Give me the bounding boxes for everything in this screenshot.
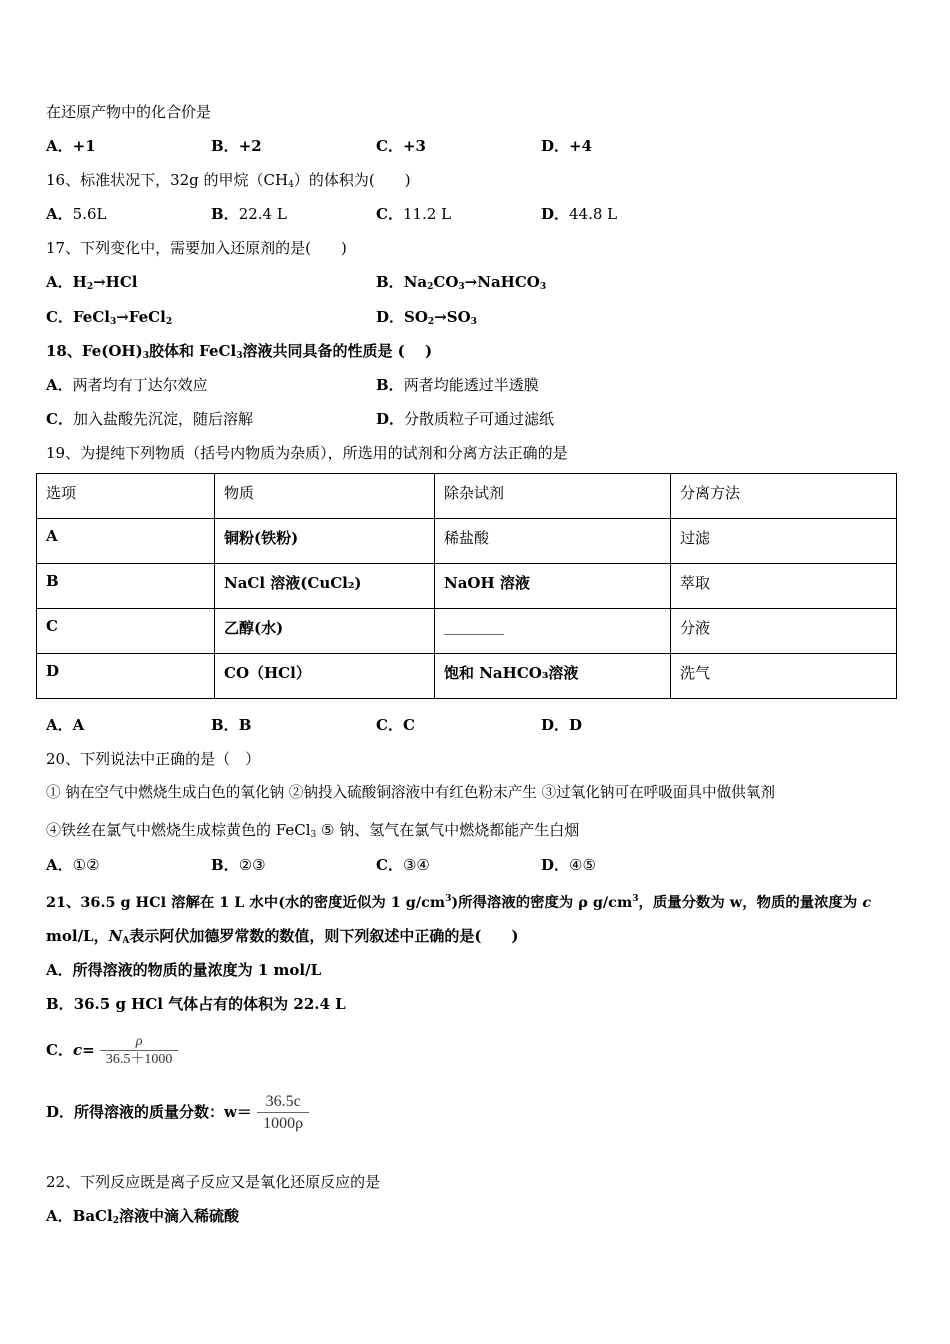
table-cell: B <box>37 564 215 609</box>
q15-option-c: C．+3 <box>376 137 426 155</box>
table-header-cell: 物质 <box>215 474 435 519</box>
table-row <box>37 609 897 654</box>
q19-option-a: A．A <box>46 716 85 734</box>
table-row <box>37 564 897 609</box>
q20-option-c: C．③④ <box>376 856 430 874</box>
q20-statements-line2: ④铁丝在氯气中燃烧生成棕黄色的 FeCl$_3$ ⑤ 钠、氢气在氯气中燃烧都能产生白烟 <box>46 821 580 840</box>
q15-option-d: D．+4 <box>541 137 593 155</box>
q15-option-a: A．+1 <box>46 137 96 155</box>
table-header-cell: 选项 <box>37 474 215 519</box>
q21-c-fraction: $\frac{\rho}{36.5+1000}$ <box>100 1034 179 1069</box>
table-header-cell: 分离方法 <box>671 474 897 519</box>
table-cell: D <box>37 654 215 699</box>
q21-d-fraction: $\frac{36.5c}{1000\rho}$ <box>257 1092 309 1135</box>
table-row <box>37 654 897 699</box>
q15-option-b: B．+2 <box>211 137 262 155</box>
table-cell: 铜粉(铁粉) <box>215 519 435 564</box>
table-cell: 洗气 <box>671 654 897 699</box>
q21-stem-line1: 21、36.5 g HCl 溶解在 1 L 水中(水的密度近似为 1 $g/cm^3$)所得溶液的密度为 ρ $g/cm^3$，质量分数为 w，物质的量浓度为 c <box>46 894 872 911</box>
q22-option-a: A．BaCl$_2$溶液中滴入稀硫酸 <box>46 1207 239 1226</box>
q16-option-b: B．22.4 L <box>211 205 287 223</box>
q20-option-a: A．①② <box>46 856 100 874</box>
q21-option-c: C．c= $\frac{\rho}{36.5+1000}$ <box>46 1030 178 1070</box>
table-cell: CO（HCl） <box>215 654 435 699</box>
table-row <box>37 519 897 564</box>
q20-option-d: D．④⑤ <box>541 856 596 874</box>
table-cell: NaOH 溶液 <box>435 564 671 609</box>
q21-option-a: A．所得溶液的物质的量浓度为 1 mol/L <box>46 961 322 979</box>
q18-option-a: A．两者均有丁达尔效应 <box>46 376 208 394</box>
table-header-row <box>37 474 897 519</box>
q16-option-a: A．5.6L <box>46 205 107 223</box>
q20-statements-line1: ① 钠在空气中燃烧生成白色的氧化钠 ②钠投入硫酸铜溶液中有红色粉末产生 ③过氧化钠可在呼吸面具中做供氧剂 <box>46 784 776 801</box>
q15-stem-tail: 在还原产物中的化合价是 <box>46 103 212 121</box>
table-cell: 稀盐酸 <box>435 519 671 564</box>
q19-option-b: B．B <box>211 716 252 734</box>
q22-stem: 22、下列反应既是离子反应又是氧化还原反应的是 <box>46 1173 381 1191</box>
q16-option-d: D．44.8 L <box>541 205 618 223</box>
table-cell: 分液 <box>671 609 897 654</box>
q18-option-c: C．加入盐酸先沉淀，随后溶解 <box>46 410 253 428</box>
q17-option-c: C．FeCl$_3$→FeCl$_2$ <box>46 308 173 327</box>
q18-option-b: B．两者均能透过半透膜 <box>376 376 539 394</box>
q17-option-a: A．$H_2\to HCl$ <box>46 273 138 292</box>
q19-table <box>36 473 897 699</box>
q18-stem: 18、$Fe(OH)_3$胶体和 FeCl$_3$溶液共同具备的性质是 ( ) <box>46 342 433 361</box>
table-cell: 乙醇(水) <box>215 609 435 654</box>
q19-stem: 19、为提纯下列物质（括号内物质为杂质），所选用的试剂和分离方法正确的是 <box>46 444 568 462</box>
q21-option-b: B．36.5 g HCl 气体占有的体积为 22.4 L <box>46 995 346 1013</box>
table-cell: NaCl 溶液(CuCl₂) <box>215 564 435 609</box>
table-cell: 萃取 <box>671 564 897 609</box>
table-cell: 饱和 NaHCO₃溶液 <box>435 654 671 699</box>
q21-option-d: D．所得溶液的质量分数：w＝ $\frac{36.5c}{1000\rho}$ <box>46 1088 309 1136</box>
table-cell: C <box>37 609 215 654</box>
q16-stem: 16、标准状况下，32g 的甲烷$(CH_4)$的体积为( ) <box>46 171 411 190</box>
table-cell: A <box>37 519 215 564</box>
q20-stem: 20、下列说法中正确的是（ ） <box>46 750 261 768</box>
q17-option-d: D．$SO_2\to SO_3$ <box>376 308 477 327</box>
table-cell: ________ <box>435 609 671 654</box>
q17-option-b: B．$Na_2CO_3\to NaHCO_3$ <box>376 273 547 292</box>
q19-option-d: D．D <box>541 716 583 734</box>
q21-stem-line2: mol/L，$N_A$表示阿伏加德罗常数的数值，则下列叙述中正确的是( ) <box>46 927 519 946</box>
table-header-cell: 除杂试剂 <box>435 474 671 519</box>
q17-stem: 17、下列变化中，需要加入还原剂的是( ) <box>46 239 347 257</box>
table-cell: 过滤 <box>671 519 897 564</box>
q16-option-c: C．11.2 L <box>376 205 452 223</box>
q18-option-d: D．分散质粒子可通过滤纸 <box>376 410 555 428</box>
q19-option-c: C．C <box>376 716 415 734</box>
q20-option-b: B．②③ <box>211 856 266 874</box>
